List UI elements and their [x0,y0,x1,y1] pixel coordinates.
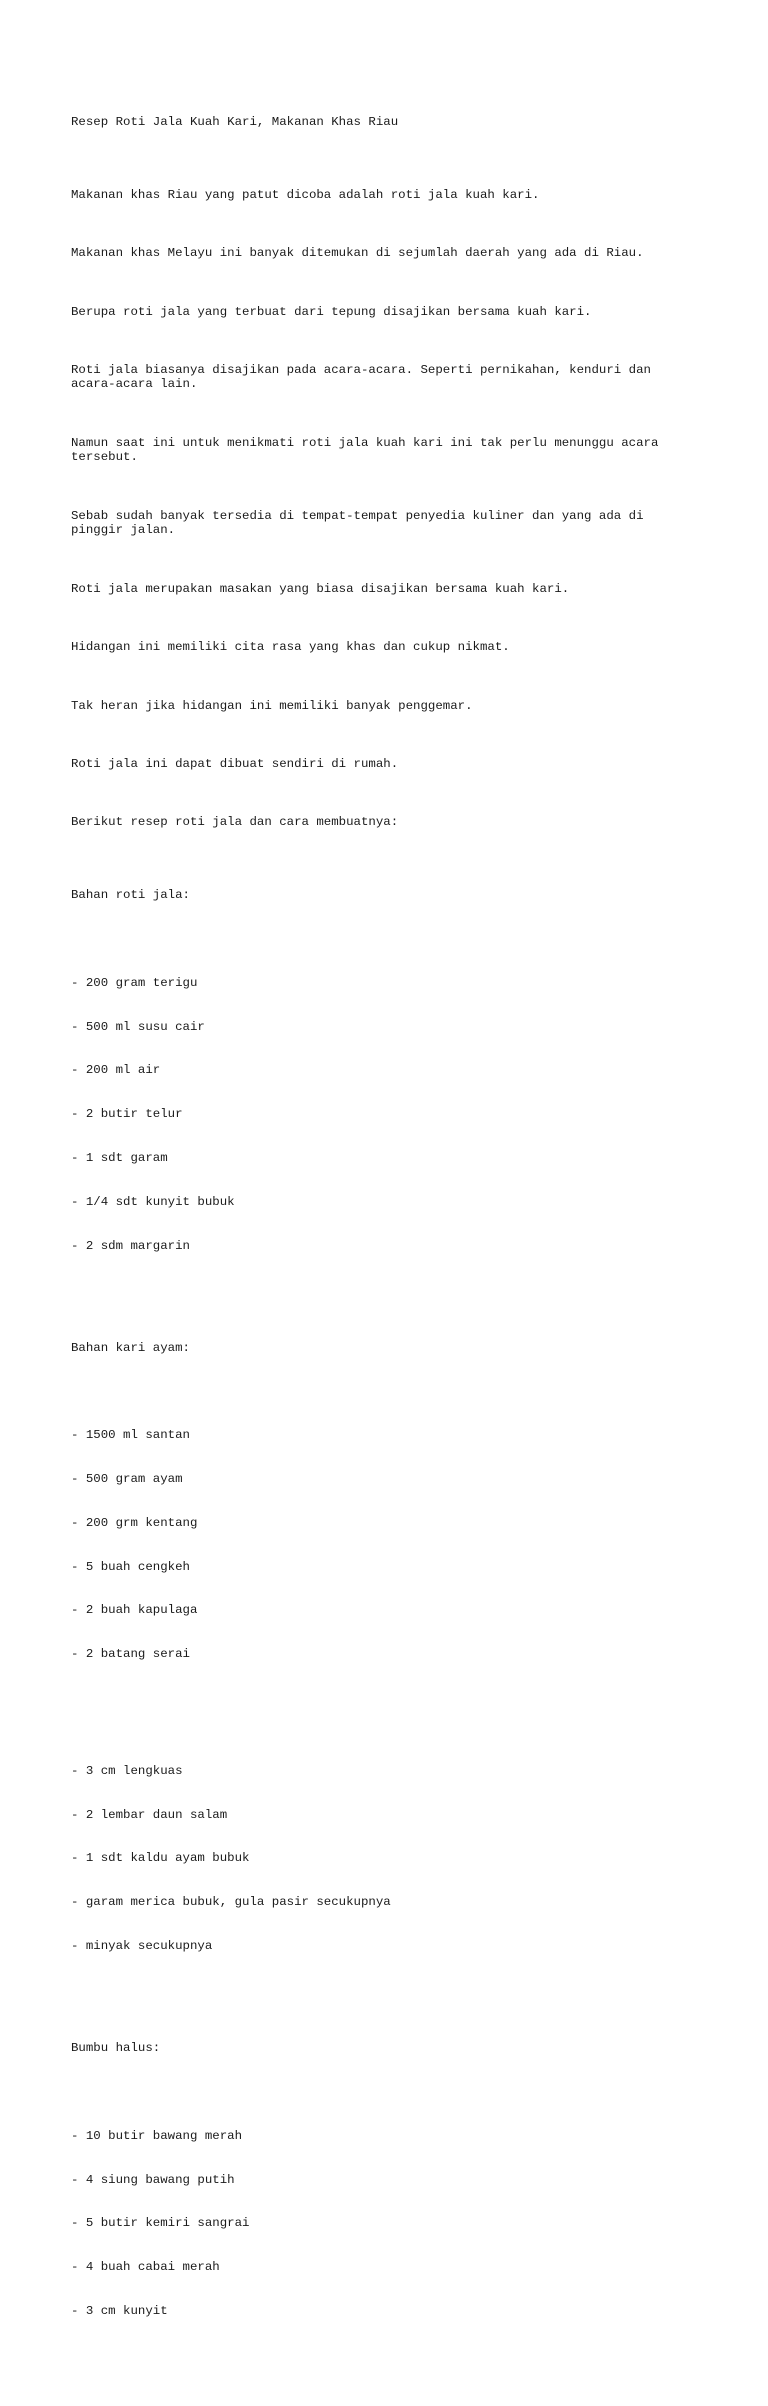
list-item: - garam merica bubuk, gula pasir secukupnya [71,1895,391,1910]
ingredient-list-kari-ayam-1 [71,1399,691,1691]
list-item: - 200 grm kentang [71,1515,198,1530]
ingredient-list-roti-jala [71,947,691,1283]
list-item: - 3 cm kunyit [71,2303,168,2318]
list-item: - 2 lembar daun salam [71,1807,228,1822]
list-item: - 4 buah cabai merah [71,2260,220,2275]
section-heading-bahan-kari-ayam: Bahan kari ayam: [71,1340,190,1355]
list-item: - 4 siung bawang putih [71,2172,235,2187]
list-item: - 1/4 sdt kunyit bubuk [71,1194,235,1209]
section-heading-bahan-roti-jala: Bahan roti jala: [71,888,190,903]
paragraph: Roti jala merupakan masakan yang biasa disajikan bersama kuah kari. [71,581,570,596]
list-item: - 5 butir kemiri sangrai [71,2216,250,2231]
list-item: - 10 butir bawang merah [71,2128,243,2143]
list-item: - 3 cm lengkuas [71,1763,183,1778]
list-item: - 2 butir telur [71,1107,183,1122]
paragraph: Makanan khas Melayu ini banyak ditemukan di sejumlah daerah yang ada di Riau. [71,246,644,261]
document-content [71,71,691,2406]
paragraph: Namun saat ini untuk menikmati roti jala kuah kari ini tak perlu menunggu acara tersebut. [71,435,659,465]
list-item: - 2 batang serai [71,1647,190,1662]
paragraph: Hidangan ini memiliki cita rasa yang khas dan cukup nikmat. [71,640,510,655]
list-item: - 500 ml susu cair [71,1019,205,1034]
paragraph: Sebab sudah banyak tersedia di tempat-tempat penyedia kuliner dan yang ada di pinggir jalan. [71,508,644,538]
list-item: - 5 buah cengkeh [71,1559,190,1574]
paragraph: Tak heran jika hidangan ini memiliki banyak penggemar. [71,698,473,713]
list-item: - 200 ml air [71,1063,161,1078]
paragraph: Berupa roti jala yang terbuat dari tepung disajikan bersama kuah kari. [71,304,592,319]
paragraph: Roti jala biasanya disajikan pada acara-acara. Seperti pernikahan, kenduri dan acara-acara lain. [71,362,651,392]
ingredient-list-kari-ayam-2 [71,1735,691,1983]
document-title: Resep Roti Jala Kuah Kari, Makanan Khas Riau [71,114,399,129]
list-item: - 1 sdt garam [71,1150,168,1165]
list-item: - 1 sdt kaldu ayam bubuk [71,1851,250,1866]
list-item: - 500 gram ayam [71,1472,183,1486]
list-item: - 2 sdm margarin [71,1238,190,1253]
paragraph: Berikut resep roti jala dan cara membuatnya: [71,815,399,830]
section-heading-bumbu-halus: Bumbu halus: [71,2041,161,2056]
list-item: - minyak secukupnya [71,1939,213,1953]
list-item: - 200 gram terigu [71,975,198,990]
paragraph: Roti jala ini dapat dibuat sendiri di rumah. [71,756,399,771]
list-item: - 1500 ml santan [71,1428,190,1443]
ingredient-list-bumbu-halus [71,2100,691,2348]
paragraph: Makanan khas Riau yang patut dicoba adalah roti jala kuah kari. [71,187,540,202]
list-item: - 2 buah kapulaga [71,1603,198,1618]
